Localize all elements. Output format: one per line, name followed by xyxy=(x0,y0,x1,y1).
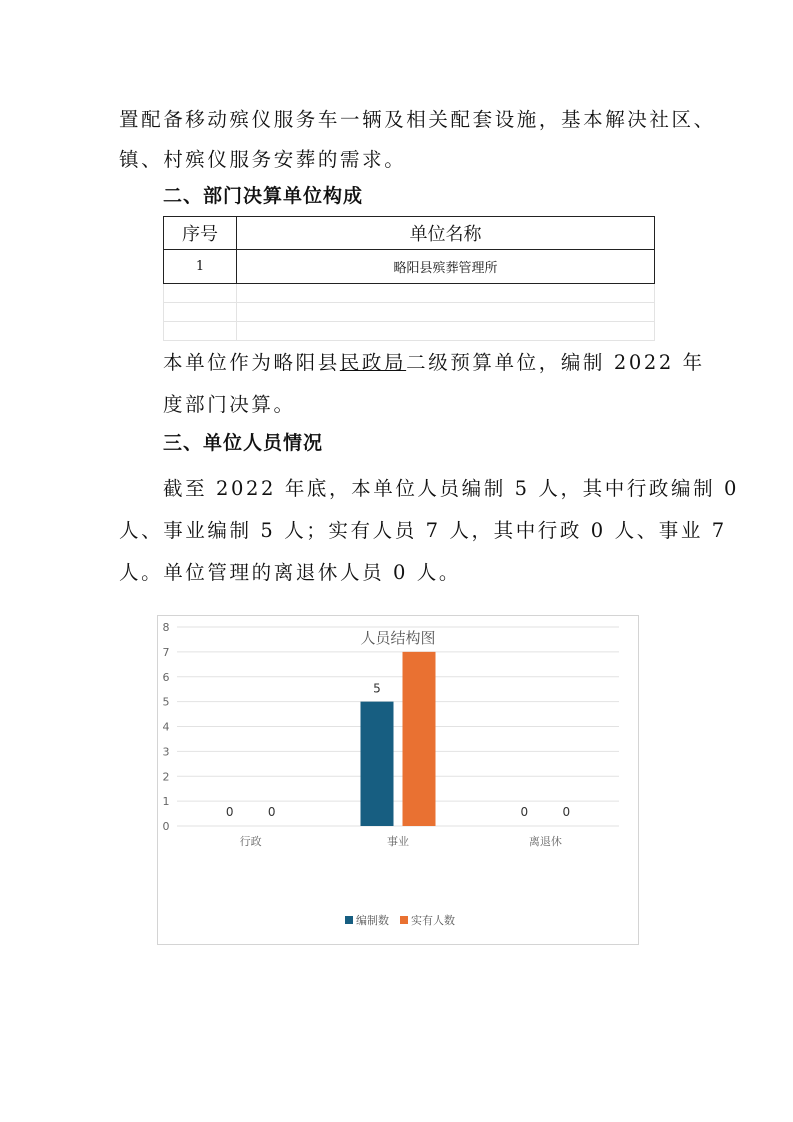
y-tick-label: 3 xyxy=(162,745,170,759)
section-heading: 三、单位人员情况 xyxy=(163,432,324,454)
paragraph-line: 人。单位管理的离退休人员 0 人。 xyxy=(119,561,462,584)
legend-label: 实有人数 xyxy=(411,914,455,927)
legend-swatch xyxy=(400,916,408,924)
y-tick-label: 0 xyxy=(162,820,170,833)
bar-实有人数 xyxy=(403,652,436,826)
x-tick-label: 离退休 xyxy=(528,835,562,848)
chart-title: 人员结构图 xyxy=(360,629,436,647)
unit-table xyxy=(163,216,655,341)
paragraph-line: 镇、村殡仪服务安葬的需求。 xyxy=(119,148,407,171)
section-heading: 二、部门决算单位构成 xyxy=(163,185,364,207)
paragraph-line: 置配备移动殡仪服务车一辆及相关配套设施，基本解决社区、 xyxy=(119,108,716,131)
table-header: 单位名称 xyxy=(237,217,655,250)
text: 二级预算单位，编制 2022 年 xyxy=(406,351,705,374)
paragraph-line: 截至 2022 年底，本单位人员编制 5 人，其中行政编制 0 xyxy=(163,477,740,500)
legend-label: 编制数 xyxy=(356,914,389,927)
x-tick-label: 事业 xyxy=(387,835,409,848)
data-label: 5 xyxy=(373,681,381,696)
y-tick-label: 7 xyxy=(162,645,170,659)
data-label: 0 xyxy=(267,805,276,819)
paragraph-line: 人、事业编制 5 人；实有人员 7 人，其中行政 0 人、事业 7 xyxy=(119,519,727,542)
x-tick-label: 行政 xyxy=(239,835,262,848)
data-label: 0 xyxy=(520,805,529,819)
paragraph-line xyxy=(163,347,728,375)
table-cell: 1 xyxy=(164,250,237,284)
text: 本单位作为略阳县 xyxy=(163,351,340,374)
underlined-text: 民政局 xyxy=(339,351,407,374)
y-tick-label: 8 xyxy=(162,621,170,634)
y-tick-label: 5 xyxy=(162,695,170,709)
data-label: 0 xyxy=(562,805,571,819)
paragraph-line: 度部门决算。 xyxy=(163,393,296,416)
y-tick-label: 6 xyxy=(162,670,170,684)
legend-swatch xyxy=(345,916,353,924)
table-cell: 略阳县殡葬管理所 xyxy=(237,250,655,284)
table-header: 序号 xyxy=(164,217,237,250)
y-tick-label: 4 xyxy=(162,720,170,734)
y-tick-label: 1 xyxy=(162,795,170,809)
personnel-bar-chart xyxy=(157,615,639,945)
bar-编制数 xyxy=(361,702,394,826)
data-label: 0 xyxy=(225,805,234,819)
y-tick-label: 2 xyxy=(162,770,170,784)
